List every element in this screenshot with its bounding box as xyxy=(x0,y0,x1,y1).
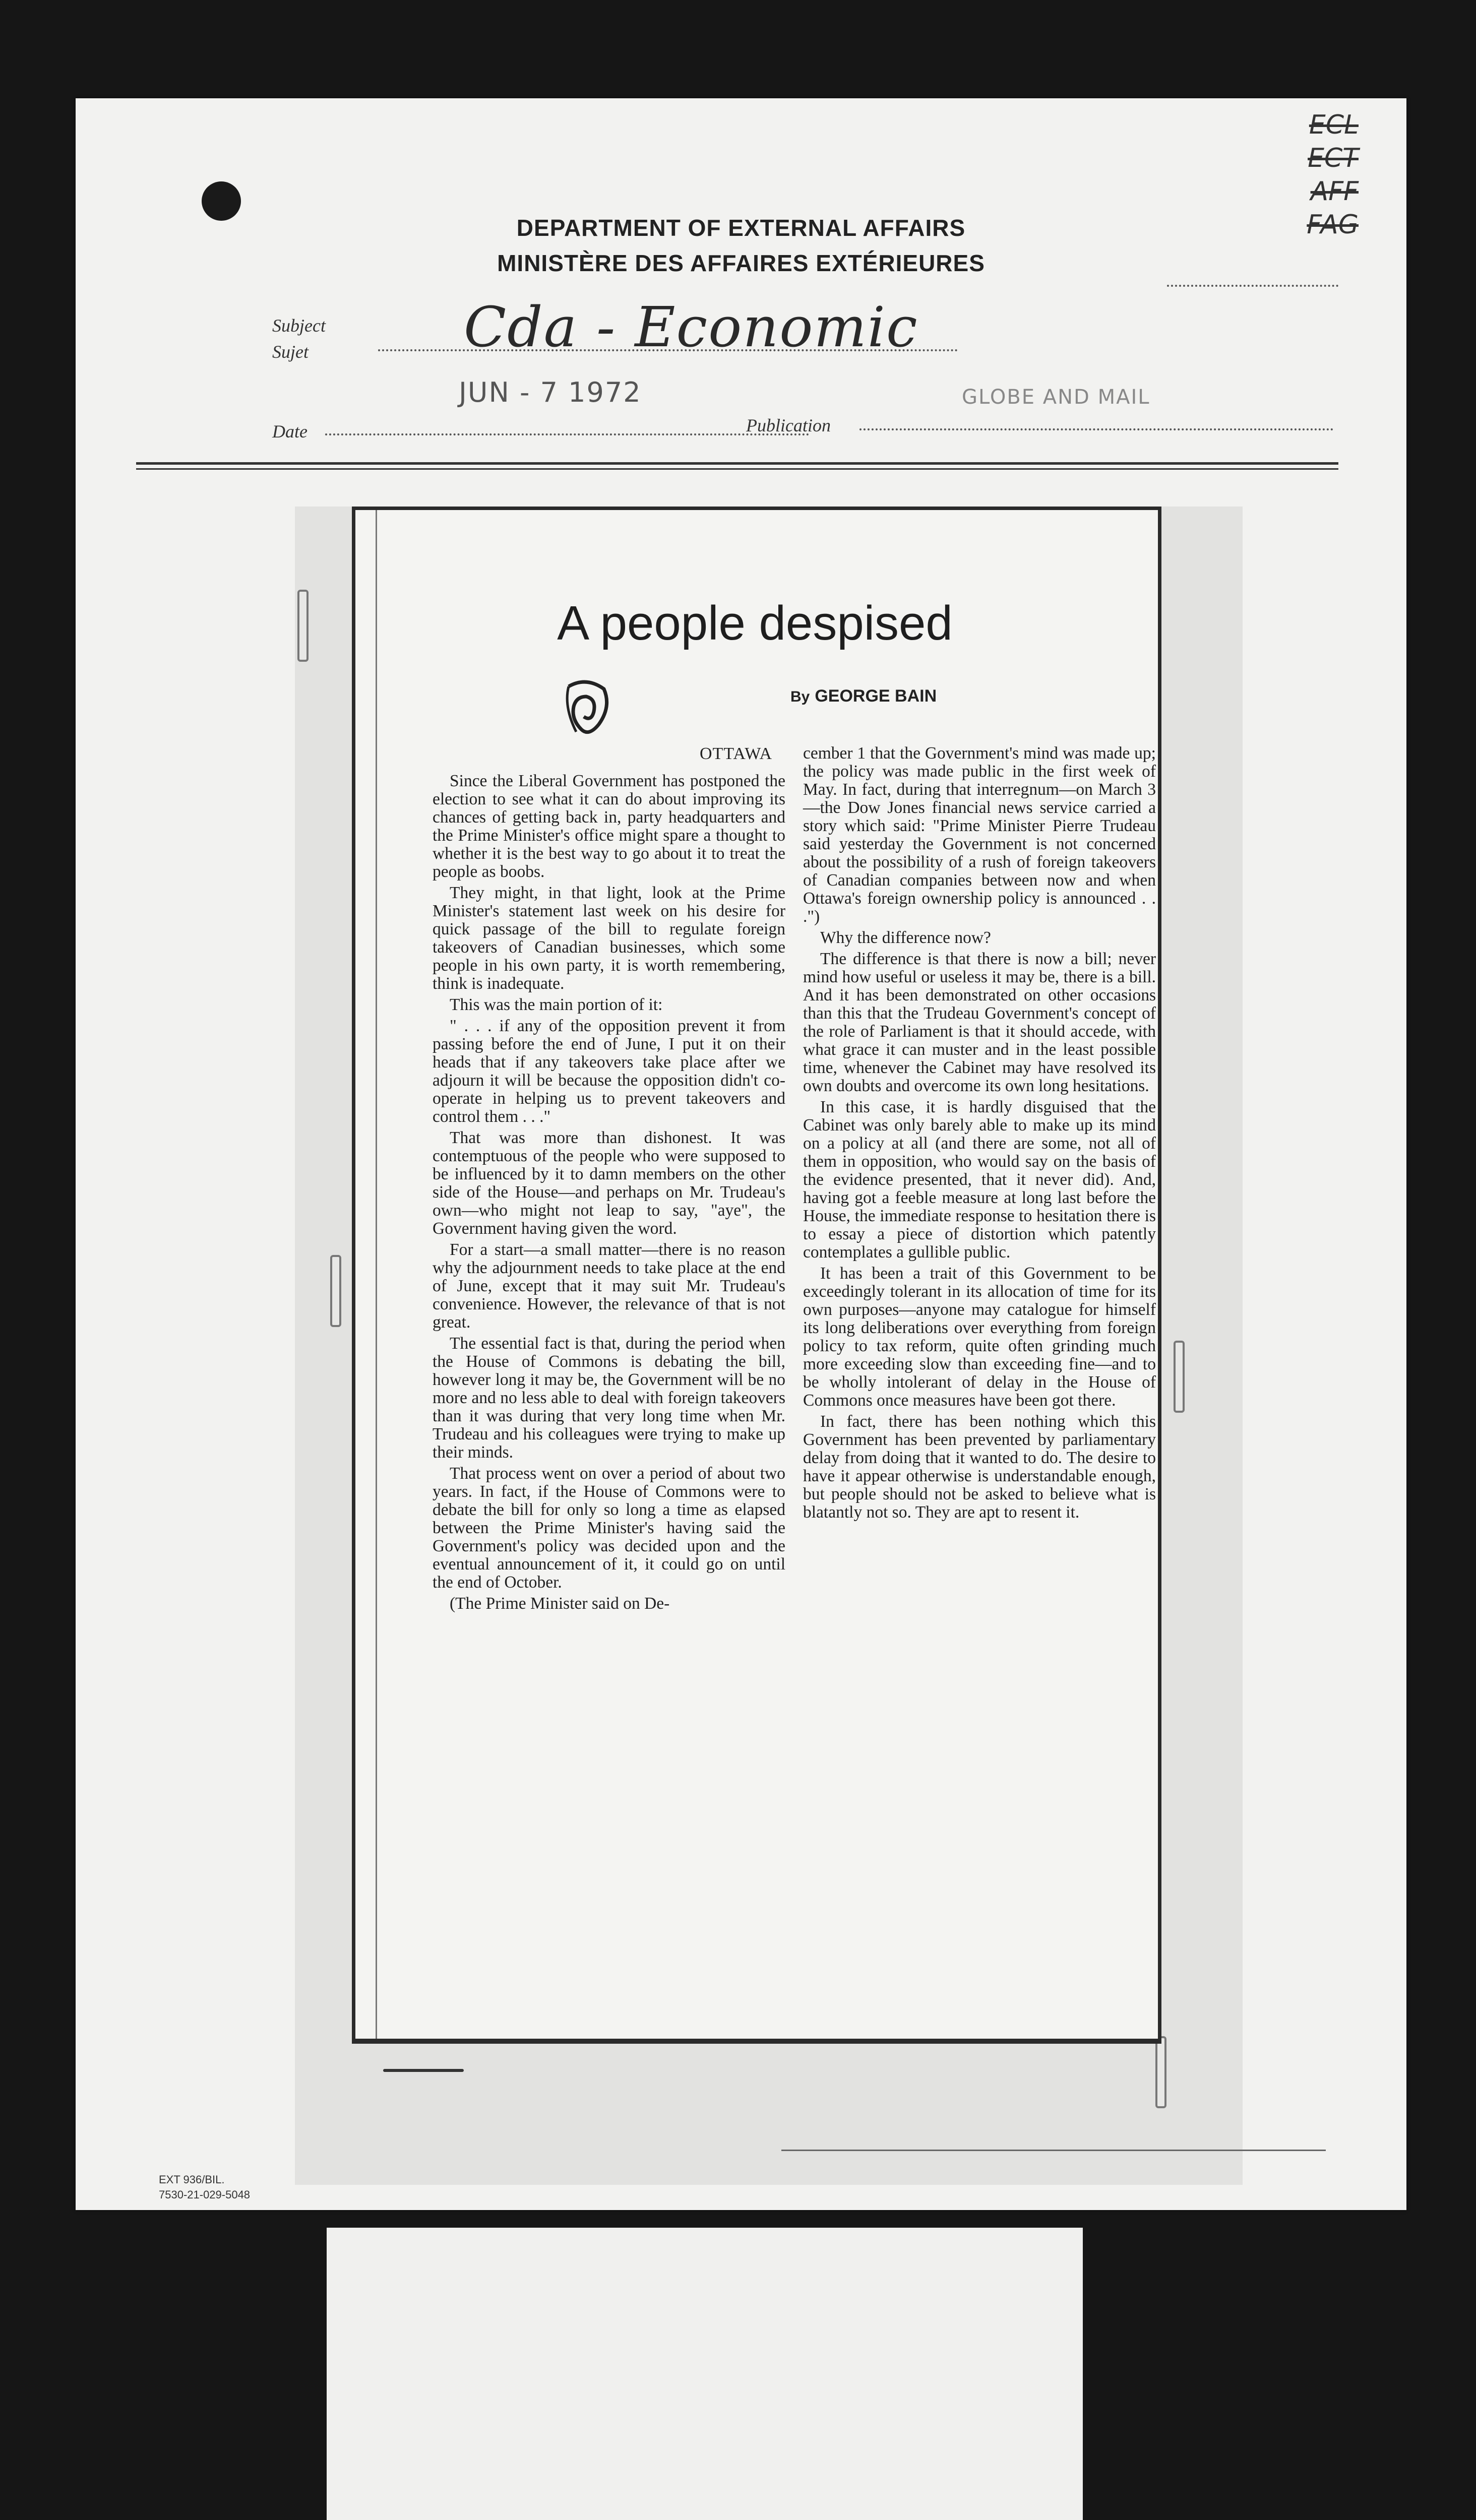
publication-label: Publication xyxy=(746,415,831,435)
tape-tab xyxy=(1174,1341,1185,1413)
byline-name: GEORGE BAIN xyxy=(815,686,937,706)
article-paragraph: In fact, there has been nothing which this Government has been prevented by parliamentary delay from doing that it wanted to do. The desire to have it appear otherwise is understandable enough, but people should not be asked to believe what is blatantly not so. They are apt to resent it. xyxy=(803,1412,1156,1522)
date-label: Date xyxy=(272,421,307,442)
article-paragraph: The difference is that there is now a bill; never mind how useful or useless it may be, there is a bill. And it has been demonstrated on other occasions than this that the Trudeau Government's concept of the role of Parliament is that it should accede, with what grace it can muster and in the least possible time, whenever the Cabinet may have resolved its own doubts and overcome its own long hesitations. xyxy=(803,950,1156,1095)
article-paragraph: This was the main portion of it: xyxy=(450,995,663,1014)
tape-tab xyxy=(297,590,309,662)
date-dotline xyxy=(325,433,809,435)
margin-mark: ECL xyxy=(1309,110,1359,140)
article-paragraph: That process went on over a period of about two years. In fact, if the House of Commons were to debate the bill for only so long a time as elapsed between the Prime Minister's having said the Government's policy was decided upon and the eventual announcement of it, it could go on until the end of October. xyxy=(433,1464,785,1592)
ink-smudge xyxy=(383,2069,464,2072)
article-paragraph: The essential fact is that, during the period when the House of Commons is debating the bill, however long it may be, the Government will be no more and no less able to deal with foreign takeovers than it was during that very long time when Mr. Trudeau and his colleagues were trying to make up their minds. xyxy=(433,1334,785,1462)
article-title: A people despised xyxy=(557,596,953,650)
form-number xyxy=(159,2172,250,2202)
article-paragraph: That was more than dishonest. It was contemptuous of the people who were supposed to be influenced by it to damn members on the other side of the House—and perhaps on Mr. Trudeau's own—who might not leap to say, "aye", the Government having given the word. xyxy=(433,1128,785,1238)
article-paragraph: For a start—a small matter—there is no reason why the adjournment needs to take place at the end of June, except that it may suit Mr. Trudeau's convenience. However, the relevance of that is not great. xyxy=(433,1240,785,1332)
document-sheet xyxy=(76,98,1406,2210)
date-stamp: JUN - 7 1972 xyxy=(459,376,642,408)
sujet-label: Sujet xyxy=(272,342,309,362)
publication-name: GLOBE AND MAIL xyxy=(962,386,1150,409)
header-rule-thin xyxy=(136,468,1338,470)
form-number-line: 7530-21-029-5048 xyxy=(159,2188,251,2201)
department-title-fr: MINISTÈRE DES AFFAIRES EXTÉRIEURES xyxy=(497,250,985,276)
article-column-right xyxy=(803,744,1156,1525)
article-paragraph: " . . . if any of the opposition prevent it from passing before the end of June, I put it on their heads that if any takeovers take place after we adjourn it will be because the opposition didn't co-operate in helping us to prevent takeovers and control them . . ." xyxy=(433,1017,785,1126)
margin-mark: ECT xyxy=(1308,143,1359,173)
clipping-inner xyxy=(376,510,1156,2039)
next-sheet-edge xyxy=(327,2228,1083,2520)
form-number-line: EXT 936/BIL. xyxy=(159,2173,225,2186)
newspaper-clipping xyxy=(352,507,1161,2044)
header-rule xyxy=(136,462,1338,465)
subject-label: Subject xyxy=(272,316,326,336)
article-paragraph: They might, in that light, look at the Prime Minister's statement last week on his desire for quick passage of the bill to regulate foreign takeovers of Canadian businesses, which some people in his own party, it is worth remembering, think is inadequate. xyxy=(433,884,785,993)
tape-tab xyxy=(1155,2036,1166,2108)
publication-dotline xyxy=(859,428,1333,430)
article-paragraph: Since the Liberal Government has postponed the election to see what it can do about improving its chances of getting back in, party headquarters and the Prime Minister's office might spare a thought to whether it is the best way to go about it to treat the people as boobs. xyxy=(433,772,785,881)
margin-mark: FAG xyxy=(1307,210,1359,240)
footer-rule xyxy=(781,2150,1326,2151)
article-paragraph: cember 1 that the Government's mind was made up; the policy was made public in the first week of May. In fact, during that interregnum—on March 3—the Dow Jones financial news service carried a story which said: "Prime Minister Pierre Trudeau said yesterday the Government is not concerned about the possibility of a rush of foreign takeovers of Canadian companies between now and when Ottawa's foreign ownership policy is announced . . .") xyxy=(803,744,1156,926)
article-paragraph: In this case, it is hardly disguised that the Cabinet was only barely able to make up its mind on a policy at all (and there are some, not all of them in opposition, who would say on the basis of the evidence presented, that it never did). And, having got a feeble measure at long last before the House, the immediate response to hesitation there is to essay a piece of distortion which patently contemplates a gullible public. xyxy=(803,1098,1156,1262)
subject-handwritten: Cda - Economic xyxy=(464,295,918,359)
article-paragraph: It has been a trait of this Government to be exceedingly tolerant in its allocation of time for its own purposes—anyone may catalogue for himself its long deliberations over everything from foreign policy to tax reform, quite often grinding much more exceeding slow than exceeding fine—and to be wholly intolerant of delay in the House of Commons once measures have been got there. xyxy=(803,1264,1156,1410)
dateline: OTTAWA xyxy=(700,744,773,763)
byline-prefix: By xyxy=(790,688,810,705)
margin-mark: AFF xyxy=(1310,176,1359,207)
department-title-en: DEPARTMENT OF EXTERNAL AFFAIRS xyxy=(516,215,966,241)
article-paragraph: (The Prime Minister said on De- xyxy=(450,1594,670,1613)
byline xyxy=(790,686,937,706)
columnist-logo-icon xyxy=(559,676,614,742)
tape-tab xyxy=(330,1255,341,1327)
article-paragraph: Why the difference now? xyxy=(820,928,991,947)
margin-dotline xyxy=(1167,285,1338,287)
article-column-left xyxy=(433,772,785,1616)
